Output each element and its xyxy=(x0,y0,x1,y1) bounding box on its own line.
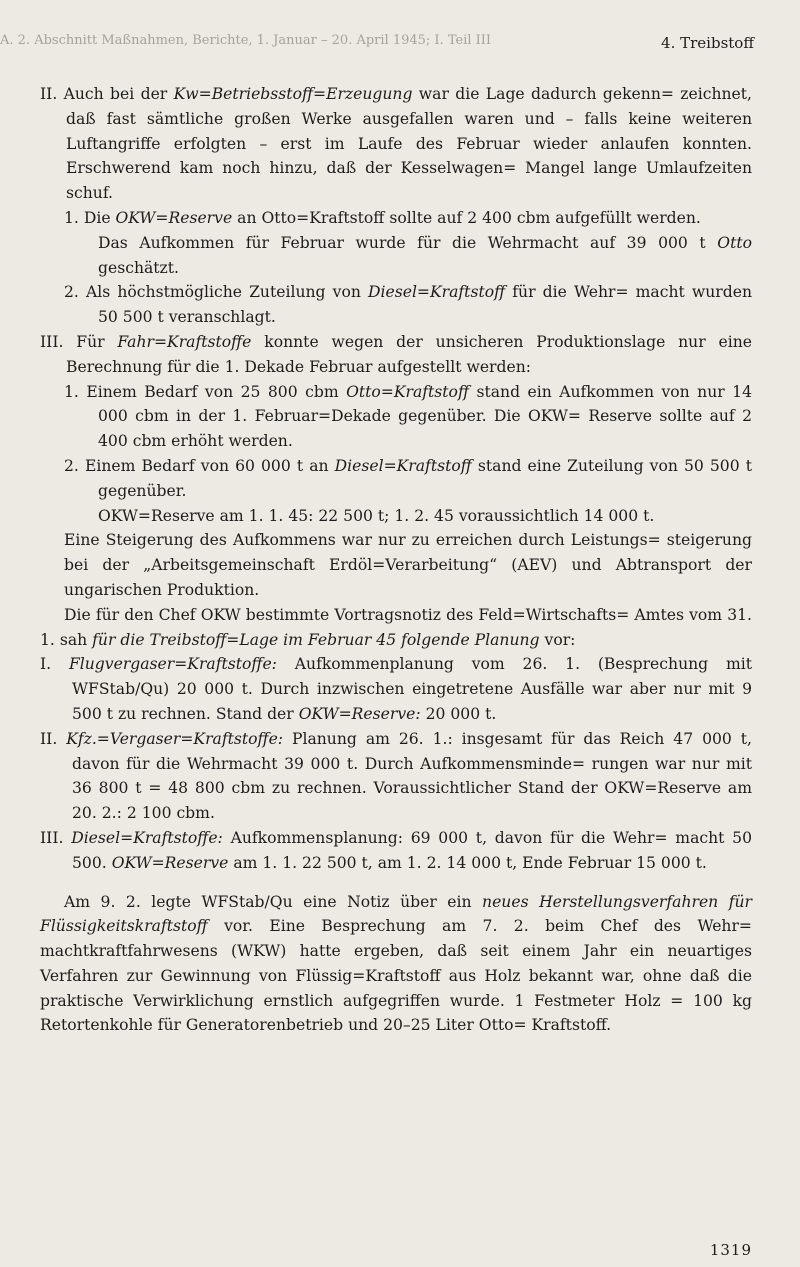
paragraph-b3: Das Aufkommen für Februar wurde für die Wehrmacht auf 39 000 t Otto geschätzt. xyxy=(98,233,752,277)
bleed-through-line: A. 2. Abschnitt Maßnahmen, Berichte, 1. Januar – 20. April 1945; I. Teil III xyxy=(0,33,492,48)
running-header: 4. Treibstoff xyxy=(661,34,754,52)
page-number: 1319 xyxy=(709,1241,752,1259)
paragraph-b12: II. Kfz.=Vergaser=Kraftstoffe: Planung am 26. 1.: insgesamt für das Reich 47 000 t, davon für die Wehrmacht 39 000 t. Durch Aufkommensminde= rungen war nur mit 36 800 t = 48 800 cbm zu rechnen. Voraussichtlicher Stand der OKW=Reserve am 20. 2.: 2 100 cbm. xyxy=(40,729,752,823)
paragraph-b14: Am 9. 2. legte WFStab/Qu eine Notiz über ein neues Herstellungsverfahren für Flüssigkeitskraftstoff vor. Eine Besprechung am 7. 2. beim Chef des Wehr= machtkraftfahrwesens (WKW) hatte ergeben, daß seit einem Jahr ein neuartiges Verfahren zur Gewinnung von Flüssig=Kraftstoff aus Holz bekannt war, ohne daß die praktische Verwirklichung ernstlich aufgegriffen wurde. 1 Festmeter Holz = 100 kg Retortenkohle für Generatorenbetrieb und 20–25 Liter Otto= Kraftstoff. xyxy=(40,892,752,1035)
paragraph-b1: II. Auch bei der Kw=Betriebsstoff=Erzeugung war die Lage dadurch gekenn= zeichnet, daß fast sämtliche großen Werke ausgefallen waren und – falls keine weiteren Luftangriffe erfolgten – erst im Laufe des Februar wieder anlaufen konnten. Erschwerend kam noch hinzu, daß der Kesselwagen= Mangel lange Umlaufzeiten schuf. xyxy=(40,85,752,203)
paragraph-b11: I. Flugvergaser=Kraftstoffe: Aufkommenplanung vom 26. 1. (Besprechung mit WFStab/Qu) 20 000 t. Durch inzwischen eingetretene Ausfälle war aber nur mit 9 500 t zu rechnen. Stand der OKW=Reserve: 20 000 t. xyxy=(40,655,752,723)
paragraph-b10: Die für den Chef OKW bestimmte Vortragsnotiz des Feld=Wirtschafts= Amtes vom 31. 1. sah für die Treibstoff=Lage im Februar 45 folgende Planung vor: xyxy=(40,605,752,649)
paragraph-b7: 2. Einem Bedarf von 60 000 t an Diesel=Kraftstoff stand eine Zuteilung von 50 500 t gegenüber. xyxy=(64,456,752,500)
paragraph-b8: OKW=Reserve am 1. 1. 45: 22 500 t; 1. 2. 45 voraussichtlich 14 000 t. xyxy=(98,506,655,525)
paragraph-b13: III. Diesel=Kraftstoffe: Aufkommensplanung: 69 000 t, davon für die Wehr= macht 50 500. OKW=Reserve am 1. 1. 22 500 t, am 1. 2. 14 000 t, Ende Februar 15 000 t. xyxy=(40,828,752,872)
paragraph-b5: III. Für Fahr=Kraftstoffe konnte wegen der unsicheren Produktionslage nur eine Berechnung für die 1. Dekade Februar aufgestellt werden: xyxy=(40,332,752,376)
main-text xyxy=(40,82,752,1038)
paragraph-b6: 1. Einem Bedarf von 25 800 cbm Otto=Kraftstoff stand ein Aufkommen von nur 14 000 cbm in der 1. Februar=Dekade gegenüber. Die OKW= Reserve sollte auf 2 400 cbm erhöht werden. xyxy=(64,382,752,451)
paragraph-b2: 1. Die OKW=Reserve an Otto=Kraftstoff sollte auf 2 400 cbm aufgefüllt werden. xyxy=(64,208,701,227)
paragraph-b9: Eine Steigerung des Aufkommens war nur zu erreichen durch Leistungs= steigerung bei der „Arbeitsgemeinschaft Erdöl=Verarbeitung“ (AEV) und Abtransport der ungarischen Produktion. xyxy=(64,531,752,599)
paragraph-b4: 2. Als höchstmögliche Zuteilung von Diesel=Kraftstoff für die Wehr= macht wurden 50 500 t veranschlagt. xyxy=(64,283,752,327)
